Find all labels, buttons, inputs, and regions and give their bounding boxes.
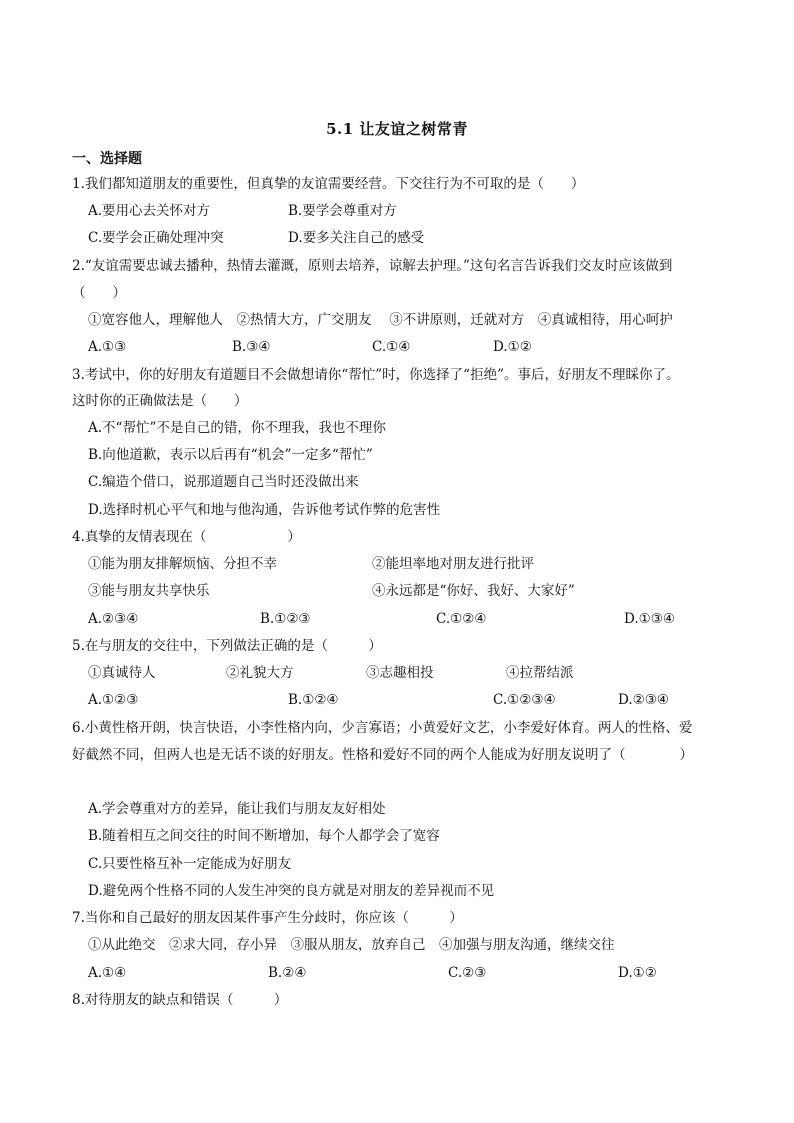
q2-option-b: B.③④ [232, 339, 271, 355]
q7-option-a: A.①④ [88, 965, 127, 981]
q1-option-b: B.要学会尊重对方 [288, 203, 397, 219]
q4-statement-3: ③能与朋友共享快乐 [88, 583, 210, 599]
q4-statement-1: ①能为朋友排解烦恼、分担不幸 [88, 556, 277, 572]
q2-option-a: A.①③ [88, 339, 127, 355]
q5-statement-1: ①真诚待人 [88, 665, 156, 681]
q7-option-c: C.②③ [448, 965, 487, 981]
q4-option-d: D.①③④ [624, 611, 675, 627]
q4-option-c: C.①②④ [436, 611, 487, 627]
q1-option-a: A.要用心去关怀对方 [88, 203, 211, 219]
question-7-stem: 7.当你和自己最好的朋友因某件事产生分歧时，你应该（ ） [72, 910, 463, 926]
question-5-stem: 5.在与朋友的交往中，下列做法正确的是（ ） [72, 638, 382, 654]
q5-option-d: D.②③④ [618, 692, 669, 708]
question-8-stem: 8.对待朋友的缺点和错误（ ） [72, 992, 288, 1008]
section-heading: 一、选择题 [72, 151, 142, 167]
question-6-stem: 6.小黄性格开朗，快言快语，小李性格内向，少言寡语；小黄爱好文艺，小李爱好体育。两人的性格、爱 [72, 720, 693, 736]
q7-option-d: D.①② [618, 965, 657, 981]
question-6-stem-cont: 好截然不同，但两人也是无话不谈的好朋友。性格和爱好不同的两个人能成为好朋友说明了（ ） [72, 747, 693, 763]
q5-option-a: A.①②③ [88, 692, 139, 708]
q2-option-c: C.①④ [372, 339, 411, 355]
q3-option-d: D.选择时机心平气和地与他沟通，告诉他考试作弊的危害性 [88, 502, 441, 518]
q7-statements: ①从此绝交 ②求大同，存小异 ③服从朋友，放弃自己 ④加强与朋友沟通，继续交往 [88, 937, 615, 953]
q4-statement-4: ④永远都是“你好、我好、大家好” [372, 583, 575, 599]
q6-option-c: C.只要性格互补一定能成为好朋友 [88, 856, 292, 872]
page-title: 5.1 让友谊之树常青 [326, 120, 468, 138]
question-1-stem: 1.我们都知道朋友的重要性，但真挚的友谊需要经营。下交往行为不可取的是（ ） [72, 176, 585, 192]
q4-statement-2: ②能坦率地对朋友进行批评 [372, 556, 534, 572]
question-3-stem-cont: 这时你的正确做法是（ ） [72, 393, 248, 409]
question-3-stem: 3.考试中，你的好朋友有道题目不会做想请你“帮忙”时，你选择了“拒绝”。事后，好朋友不理睬你了。 [72, 367, 680, 383]
q6-option-d: D.避免两个性格不同的人发生冲突的良方就是对朋友的差异视而不见 [88, 883, 495, 899]
q3-option-c: C.编造个借口，说那道题自己当时还没做出来 [88, 474, 359, 490]
q5-statement-3: ③志趣相投 [366, 665, 434, 681]
q3-option-b: B.向他道歉，表示以后再有“机会”一定多“帮忙” [88, 447, 373, 463]
question-2-stem: 2.“友谊需要忠诚去播种，热情去灌溉，原则去培养，谅解去护理。”这句名言告诉我们交友时应该做到 [72, 258, 673, 274]
q2-statements: ①宽容他人，理解他人 ②热情大方，广交朋友 ③不讲原则，迁就对方 ④真诚相待，用心呵护 [88, 312, 673, 328]
q1-option-c: C.要学会正确处理冲突 [88, 230, 224, 246]
q5-option-b: B.①②④ [288, 692, 339, 708]
q7-option-b: B.②④ [268, 965, 307, 981]
q3-option-a: A.不“帮忙”不是自己的错，你不理我，我也不理你 [88, 420, 386, 436]
question-2-stem-cont: （ ） [72, 285, 126, 301]
q5-option-c: C.①②③④ [493, 692, 556, 708]
q5-statement-2: ②礼貌大方 [226, 665, 294, 681]
q1-option-d: D.要多关注自己的感受 [288, 230, 425, 246]
q4-option-b: B.①②③ [260, 611, 311, 627]
question-4-stem: 4.真挚的友情表现在（ ） [72, 529, 301, 545]
q4-option-a: A.②③④ [88, 611, 139, 627]
q5-statement-4: ④拉帮结派 [506, 665, 574, 681]
q2-option-d: D.①② [493, 339, 532, 355]
q6-option-b: B.随着相互之间交往的时间不断增加，每个人都学会了宽容 [88, 828, 440, 844]
q6-option-a: A.学会尊重对方的差异，能让我们与朋友友好相处 [88, 801, 386, 817]
